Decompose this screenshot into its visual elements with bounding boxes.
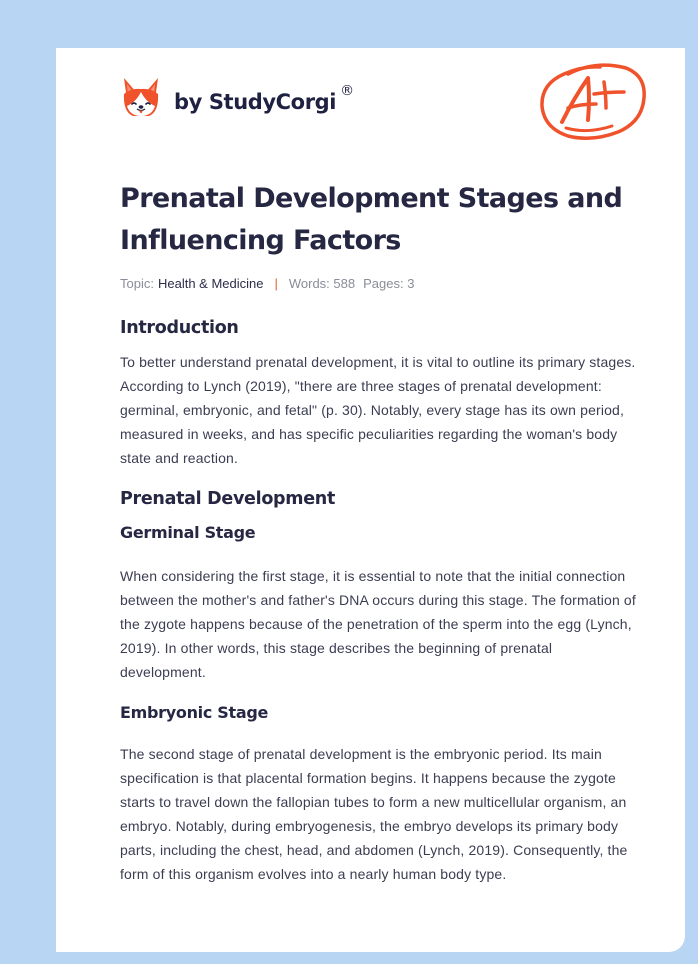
meta-separator: | <box>274 275 278 291</box>
brand-name: by StudyCorgi <box>174 90 337 114</box>
article-content <box>120 178 640 886</box>
word-count: Words: 588 <box>288 275 356 291</box>
paragraph-embryonic-stage: The second stage of prenatal development is the embryonic period. Its main specification is that placental formation begins. It happens because the zygote starts to travel down the fallopian tubes to form a new multicellular organism, an embryo. Notably, during embryogenesis, the embryo develops its primary body parts, including the chest, head, and abdomen (Lynch, 2019). Consequently, the form of this organism evolves into a nearly human body type. <box>120 746 628 882</box>
page-count: Pages: 3 <box>363 275 415 291</box>
paragraph-germinal-stage: When considering the first stage, it is essential to note that the initial connection between the mother's and father's DNA occurs during this stage. The formation of the zygote happens because of the penetration of the sperm into the egg (Lynch, 2019). In other words, this stage describes the beginning of prenatal development. <box>120 568 636 680</box>
section-heading-introduction: Introduction <box>120 318 239 338</box>
registered-mark: ® <box>340 83 355 99</box>
paragraph-introduction: To better understand prenatal development, it is vital to outline its primary stages. According to Lynch (2019), "there are three stages of prenatal development: germinal, embryonic, and fetal" (p. 30). Notably, every stage has its own period, measured in weeks, and has specific peculiarities regarding the woman's body state and reaction. <box>120 354 636 466</box>
topic-label: Topic: <box>120 275 154 291</box>
brand-logo[interactable] <box>121 76 354 120</box>
article-meta <box>120 274 640 292</box>
document-card <box>56 48 685 952</box>
corgi-icon <box>121 76 161 120</box>
subheading-germinal-stage: Germinal Stage <box>120 523 256 542</box>
header <box>56 48 685 158</box>
section-heading-prenatal-development: Prenatal Development <box>120 489 336 509</box>
subheading-embryonic-stage: Embryonic Stage <box>120 703 269 722</box>
page-title: Prenatal Development Stages and Influencing Factors <box>120 183 623 256</box>
topic-link[interactable]: Health & Medicine <box>157 275 264 291</box>
a-plus-grade-icon <box>538 58 648 142</box>
